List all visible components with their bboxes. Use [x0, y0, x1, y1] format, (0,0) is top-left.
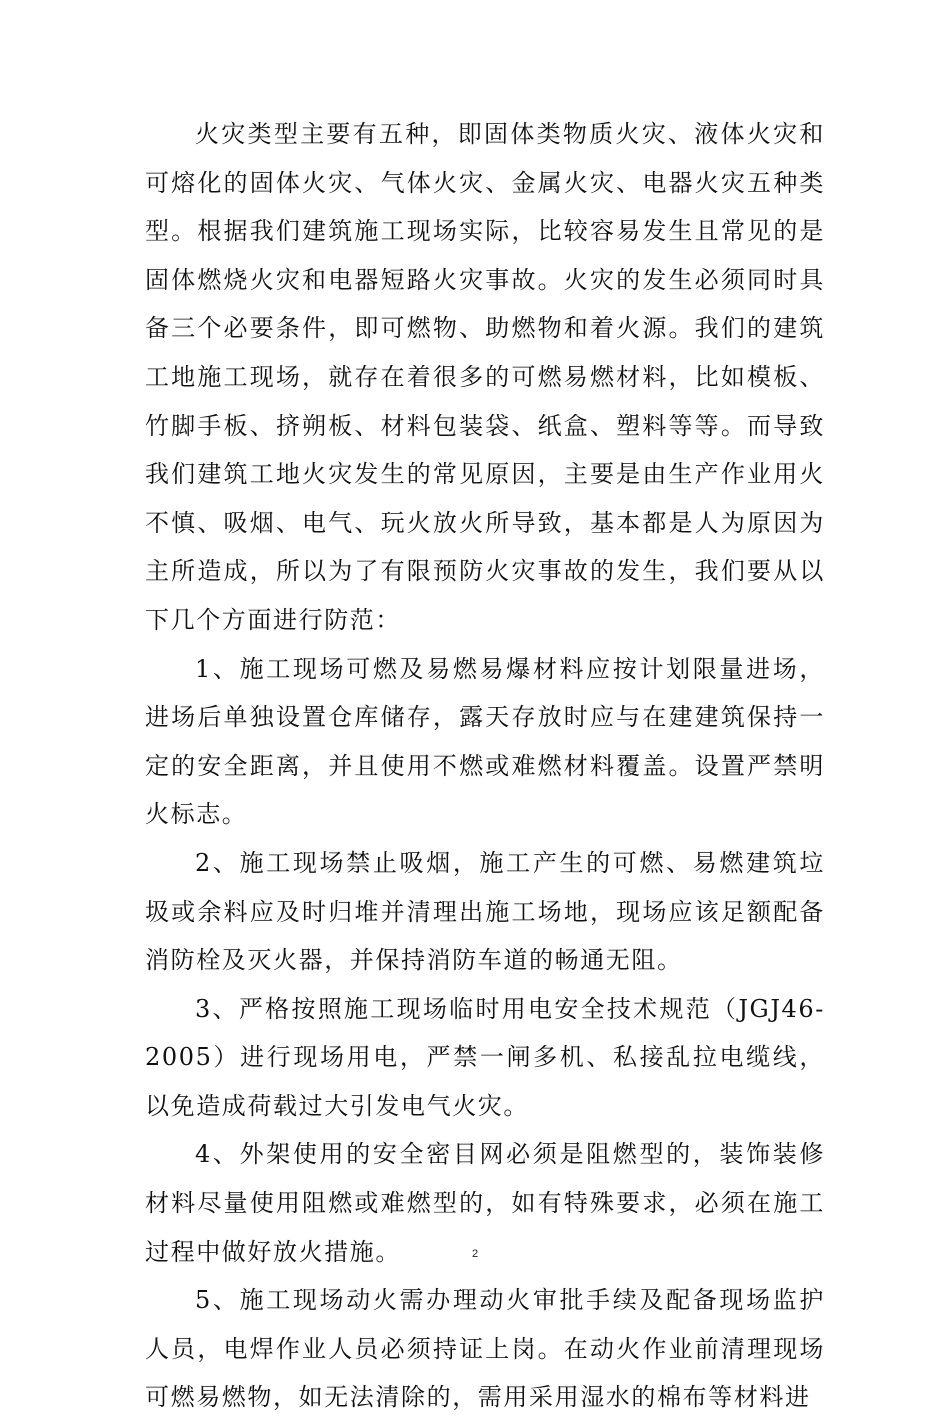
measure-paragraph-4: 4、外架使用的安全密目网必须是阻燃型的，装饰装修材料尽量使用阻燃或难燃型的，如有特殊要求，必须在施工过程中做好放火措施。 — [145, 1140, 825, 1266]
measure-paragraph-1: 1、施工现场可燃及易燃易爆材料应按计划限量进场，进场后单独设置仓库储存，露天存放时应与在建建筑保持一定的安全距离，并且使用不燃或难燃材料覆盖。设置严禁明火标志。 — [145, 654, 825, 829]
intro-paragraph: 火灾类型主要有五种，即固体类物质火灾、液体火灾和可熔化的固体火灾、气体火灾、金属火灾、电器火灾五种类型。根据我们建筑施工现场实际，比较容易发生且常见的是固体燃烧火灾和电器短路火灾事故。火灾的发生必须同时具备三个必要条件，即可燃物、助燃物和着火源。我们的建筑工地施工现场，就存在着很多的可燃易燃材料，比如模板、竹脚手板、挤朔板、材料包装袋、纸盒、塑料等等。而导致我们建筑工地火灾发生的常见原因，主要是由生产作业用火不慎、吸烟、电气、玩火放火所导致，基本都是人为原因为主所造成，所以为了有限预防火灾事故的发生，我们要从以下几个方面进行防范： — [145, 120, 825, 634]
measure-paragraph-3: 3、严格按照施工现场临时用电安全技术规范（JGJ46-2005）进行现场用电，严禁一闸多机、私接乱拉电缆线，以免造成荷载过大引发电气火灾。 — [145, 994, 825, 1120]
page-number: 2 — [471, 1248, 479, 1260]
measure-paragraph-2: 2、施工现场禁止吸烟，施工产生的可燃、易燃建筑垃圾或余料应及时归堆并清理出施工场地，现场应该足额配备消防栓及灭火器，并保持消防车道的畅通无阻。 — [145, 848, 825, 975]
measure-paragraph-5: 5、施工现场动火需办理动火审批手续及配备现场监护人员，电焊作业人员必须持证上岗。在动火作业前清理现场可燃易燃物，如无法清除的，需用采用湿水的棉布等材料进 — [145, 1286, 825, 1412]
body-text — [145, 110, 825, 1422]
